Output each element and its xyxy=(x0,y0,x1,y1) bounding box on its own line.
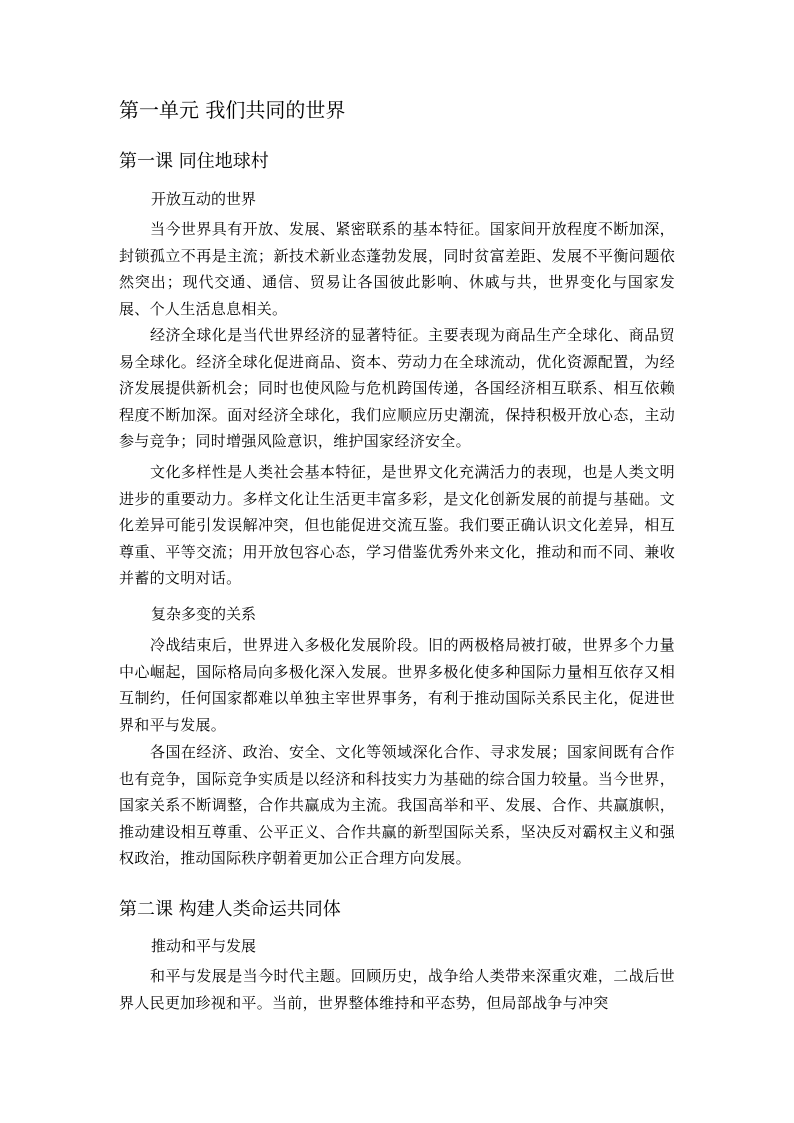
unit-title: 第一单元 我们共同的世界 xyxy=(119,98,346,122)
paragraph: 各国在经济、政治、安全、文化等领域深化合作、寻求发展；国家间既有合作也有竞争，国际竞争实质是以经济和科技实力为基础的综合国力较量。当今世界，国家关系不断调整，合作共赢成为主流。我国高举和平、发展、合作、共赢旗帜，推动建设相互尊重、公平正义、合作共赢的新型国际关系，坚决反对霸权主义和强权政治，推动国际秩序朝着更加公正合理方向发展。 xyxy=(119,743,675,867)
paragraph: 经济全球化是当代世界经济的显著特征。主要表现为商品生产全球化、商品贸易全球化。经济全球化促进商品、资本、劳动力在全球流动，优化资源配置，为经济发展提供新机会；同时也使风险与危机跨国传递，各国经济相互联系、相互依赖程度不断加深。面对经济全球化，我们应顺应历史潮流，保持积极开放心态，主动参与竞争；同时增强风险意识，维护国家经济安全。 xyxy=(119,326,675,450)
section-peace-development-title: 推动和平与发展 xyxy=(151,937,257,955)
section-open-interactive-world-title: 开放互动的世界 xyxy=(151,190,257,208)
paragraph: 和平与发展是当今时代主题。回顾历史，战争给人类带来深重灾难，二战后世界人民更加珍视和平。当前，世界整体维持和平态势，但局部战争与冲突 xyxy=(119,967,675,1012)
paragraph: 当今世界具有开放、发展、紧密联系的基本特征。国家间开放程度不断加深，封锁孤立不再是主流；新技术新业态蓬勃发展，同时贫富差距、发展不平衡问题依然突出；现代交通、通信、贸易让各国彼此影响、休戚与共，世界变化与国家发展、个人生活息息相关。 xyxy=(119,220,675,318)
lesson-1-title: 第一课 同住地球村 xyxy=(119,151,269,172)
paragraph: 文化多样性是人类社会基本特征，是世界文化充满活力的表现，也是人类文明进步的重要动力。多样文化让生活更丰富多彩，是文化创新发展的前提与基础。文化差异可能引发误解冲突，但也能促进交流互鉴。我们要正确认识文化差异，相互尊重、平等交流；用开放包容心态，学习借鉴优秀外来文化，推动和而不同、兼收并蓄的文明对话。 xyxy=(119,463,675,587)
paragraph: 冷战结束后，世界进入多极化发展阶段。旧的两极格局被打破，世界多个力量中心崛起，国际格局向多极化深入发展。世界多极化使多种国际力量相互依存又相互制约，任何国家都难以单独主宰世界事务，有利于推动国际关系民主化，促进世界和平与发展。 xyxy=(119,636,675,734)
section-complex-relations-title: 复杂多变的关系 xyxy=(151,605,257,623)
lesson-2-title: 第二课 构建人类命运共同体 xyxy=(119,899,341,920)
